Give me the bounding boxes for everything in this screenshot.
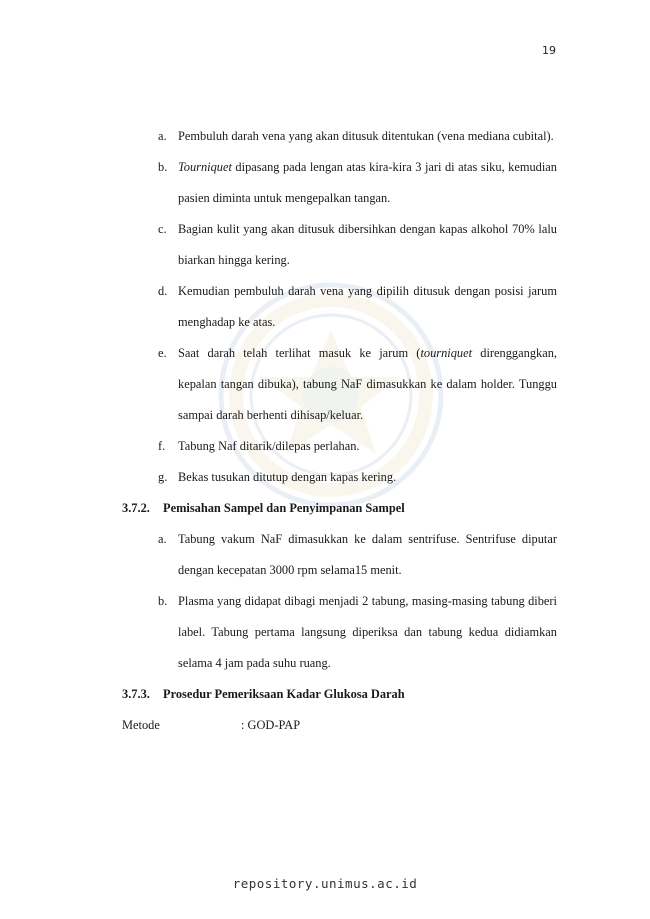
list-item: e. Saat darah telah terlihat masuk ke jarum (tourniquet direnggangkan, kepalan tangan dibuka), tabung NaF dimasukkan ke dalam holder. Tunggu sampai darah berhenti dihisap/keluar.	[158, 346, 557, 422]
italic-term: tourniquet	[420, 346, 473, 360]
list-item: f. Tabung Naf ditarik/dilepas perlahan.	[158, 439, 360, 453]
list-item: g. Bekas tusukan ditutup dengan kapas kering.	[158, 470, 397, 484]
list-item: c. Bagian kulit yang akan ditusuk dibersihkan dengan kapas alkohol 70% lalu biarkan hingga kering.	[158, 222, 557, 267]
list-item: b. Plasma yang didapat dibagi menjadi 2 tabung, masing-masing tabung diberi label. Tabung pertama langsung diperiksa dan tabung kedua didiamkan selama 4 jam pada suhu ruang.	[158, 594, 557, 670]
method-label: Metode	[122, 718, 160, 732]
repository-footer: repository.unimus.ac.id	[232, 876, 418, 891]
list-item: a. Tabung vakum NaF dimasukkan ke dalam sentrifuse. Sentrifuse diputar dengan kecepatan 3000 rpm selama15 menit.	[158, 532, 557, 577]
list-item: d. Kemudian pembuluh darah vena yang dipilih ditusuk dengan posisi jarum menghadap ke atas.	[158, 284, 557, 329]
method-row	[122, 710, 557, 741]
list-item: a. Pembuluh darah vena yang akan ditusuk ditentukan (vena mediana cubital).	[158, 129, 554, 143]
page-number: 19	[542, 44, 556, 57]
list-item: b. Tourniquet dipasang pada lengan atas kira-kira 3 jari di atas siku, kemudian pasien diminta untuk mengepalkan tangan.	[158, 160, 557, 205]
document-body	[122, 121, 557, 741]
italic-term: Tourniquet	[178, 160, 232, 174]
method-value: : GOD-PAP	[241, 718, 301, 732]
section-heading: 3.7.2. Pemisahan Sampel dan Penyimpanan Sampel	[122, 501, 405, 515]
section-heading: 3.7.3. Prosedur Pemeriksaan Kadar Glukosa Darah	[122, 687, 405, 701]
